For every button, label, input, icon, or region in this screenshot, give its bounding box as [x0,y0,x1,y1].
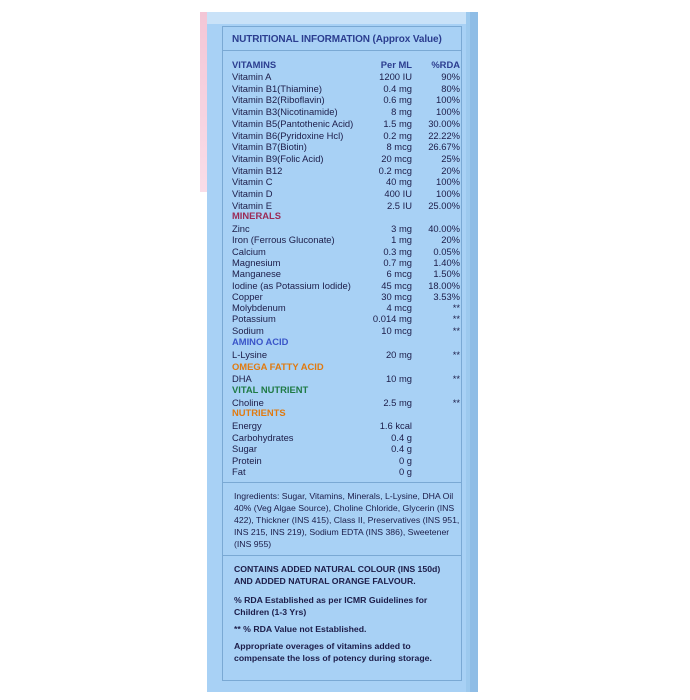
colour-note: CONTAINS ADDED NATURAL COLOUR (INS 150d) AND ADDED NATURAL ORANGE FALVOUR. [234,564,441,586]
ingredients-divider [222,555,462,556]
table-row [232,130,462,141]
row-value: 20 mg [385,349,412,360]
row-rda: 22.22% [428,129,460,141]
row-rda: 100% [436,94,460,106]
table-divider [222,482,462,483]
row-name: Protein [232,454,262,466]
row-value: 8 mg [391,106,412,118]
row-value: 400 IU [384,188,412,199]
col-per-ml: Per ML [380,59,412,70]
row-rda: 80% [441,82,460,94]
row-value: 8 mcg [386,141,412,153]
section-minerals: MINERALS [232,210,281,221]
row-name: Vitamin B5(Pantothenic Acid) [232,117,354,129]
row-rda: 25% [441,152,460,164]
row-value: 1 mg [391,234,412,246]
row-rda: ** [452,324,460,336]
table-row [232,223,462,234]
row-name: Potassium [232,313,276,325]
row-value: 20 mcg [381,152,412,164]
table-row [232,83,462,94]
section-nutrients: NUTRIENTS [232,407,286,418]
row-value: 0.7 mg [383,256,412,268]
table-row [232,432,462,443]
row-rda: ** [452,373,460,384]
row-rda: ** [452,349,460,360]
table-row [232,268,462,279]
table-row [232,291,462,302]
row-value: 0.6 mg [383,94,412,106]
row-name: Carbohydrates [232,431,294,443]
table-row [232,325,462,336]
row-rda: 20% [441,164,460,176]
row-rda: 100% [436,176,460,188]
row-value: 0.2 mcg [378,164,412,176]
row-value: 45 mcg [381,279,412,291]
row-name: Energy [232,420,262,431]
section-vitamins: VITAMINS [232,59,277,70]
row-value: 1.5 mg [383,117,412,129]
table-row [232,234,462,245]
row-rda: 100% [436,188,460,199]
table-header [232,59,462,70]
row-value: 0.4 g [391,443,412,455]
row-value: 1200 IU [379,71,412,82]
table-row [232,280,462,291]
rda-not-established: ** % RDA Value not Established. [234,624,367,634]
row-value: 2.5 IU [386,199,412,211]
row-value: 1.6 kcal [379,420,412,431]
row-rda: 18.00% [428,279,460,291]
overage-note: Appropriate overages of vitamins added to compensate the loss of potency during storage. [234,641,432,663]
panel-title: NUTRITIONAL INFORMATION (Approx Value) [232,34,442,45]
table-row [232,246,462,257]
row-name: Manganese [232,268,281,280]
table-row [232,118,462,129]
table-row [232,106,462,117]
row-name: Vitamin B2(Riboflavin) [232,94,325,106]
table-row [232,420,462,431]
row-value: 0.3 mg [383,245,412,257]
table-row [232,176,462,187]
table-row [232,373,462,384]
row-rda: 20% [441,234,460,246]
row-name: Vitamin B1(Thiamine) [232,82,322,94]
row-value: 40 mg [385,176,412,188]
table-row [232,257,462,268]
row-rda: ** [452,397,460,408]
row-name: Copper [232,290,263,302]
row-name: Sodium [232,324,264,336]
row-name: DHA [232,373,252,384]
row-value: 3 mg [391,223,412,234]
row-value: 0.014 mg [372,313,412,325]
row-name: Magnesium [232,256,281,268]
row-name: Iron (Ferrous Gluconate) [232,234,335,246]
row-rda: ** [452,313,460,325]
table-row [232,71,462,82]
box-side-edge [470,12,478,692]
row-name: Vitamin B6(Pyridoxine Hcl) [232,129,344,141]
table-row [232,302,462,313]
row-rda: 30.00% [428,117,460,129]
section-vital: VITAL NUTRIENT [232,384,309,395]
row-name: Zinc [232,223,250,234]
row-name: Fat [232,466,246,478]
row-value: 0.4 mg [383,82,412,94]
row-rda: 1.50% [433,268,460,280]
section-omega: OMEGA FATTY ACID [232,361,324,372]
row-value: 0 g [398,454,412,466]
row-value: 10 mg [385,373,412,384]
row-rda: 26.67% [428,141,460,153]
ingredients-text: Ingredients: Sugar, Vitamins, Minerals, L-Lysine, DHA Oil 40% (Veg Algae Source), Choline Chloride, Glycerin (INS 422), Thickner (INS 415), Class II, Preservatives (INS 951, INS 215, INS 219), Sodium EDTA (INS 386), Sweetener (INS 955) [234,491,460,549]
rda-note: % RDA Established as per ICMR Guidelines for Children (1-3 Yrs) [234,595,428,617]
row-value: 30 mcg [381,290,412,302]
row-name: Vitamin D [232,188,273,199]
row-name: Choline [232,397,264,408]
row-name: Vitamin B9(Folic Acid) [232,152,324,164]
row-name: Vitamin A [232,71,272,82]
row-name: Vitamin B12 [232,164,283,176]
table-row [232,443,462,454]
row-rda: ** [452,302,460,314]
table-row [232,141,462,152]
table-row [232,455,462,466]
table-row [232,188,462,199]
row-value: 6 mcg [386,268,412,280]
row-value: 0.4 g [391,431,412,443]
row-value: 2.5 mg [383,397,412,408]
row-name: Vitamin C [232,176,273,188]
table-row [232,349,462,360]
row-rda: 40.00% [428,223,460,234]
row-value: 0 g [398,466,412,478]
row-name: Calcium [232,245,266,257]
row-name: L-Lysine [232,349,268,360]
table-row [232,94,462,105]
row-name: Sugar [232,443,258,455]
row-value: 10 mcg [381,324,412,336]
table-row [232,153,462,164]
row-name: Vitamin B3(Nicotinamide) [232,106,338,118]
row-rda: 90% [441,71,460,82]
row-value: 0.2 mg [383,129,412,141]
row-rda: 100% [436,106,460,118]
title-divider [222,50,462,51]
row-value: 4 mcg [386,302,412,314]
box-top-flap [207,12,475,24]
table-row [232,313,462,324]
row-rda: 25.00% [428,199,460,211]
row-name: Vitamin B7(Biotin) [232,141,307,153]
row-rda: 1.40% [433,256,460,268]
section-amino: AMINO ACID [232,336,289,347]
table-row [232,165,462,176]
row-name: Molybdenum [232,302,286,314]
row-rda: 0.05% [433,245,460,257]
table-row [232,466,462,477]
col-rda: %RDA [431,59,460,70]
row-rda: 3.53% [433,290,460,302]
row-name: Iodine (as Potassium Iodide) [232,279,351,291]
row-name: Vitamin E [232,199,272,211]
